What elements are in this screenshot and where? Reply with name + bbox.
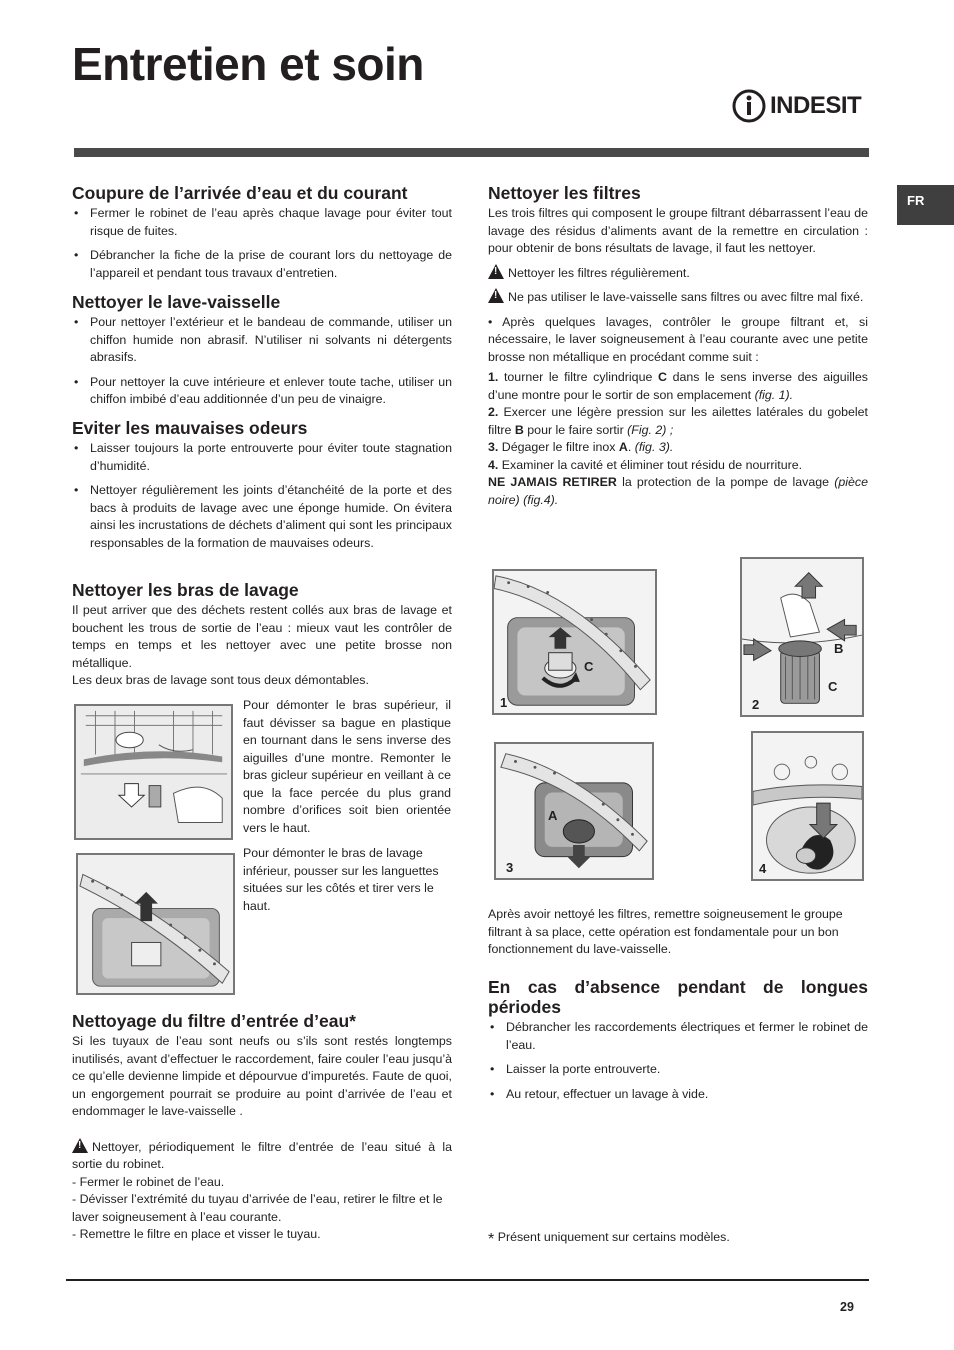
fig-ref: (fig. 1). [754,387,794,402]
section-heading: Nettoyer les bras de lavage [72,580,299,600]
step-line: - Fermer le robinet de l’eau. [72,1174,225,1189]
step-1 [488,369,868,404]
step-number: 1. [488,370,499,384]
after-filters-text [488,906,868,959]
list-item: • Pour nettoyer la cuve intérieure et enlever toute tache, utiliser un chiffon imbibé d’eau additionnée d’un peu de vinaigre. [72,374,452,409]
section-water-power-cutoff [72,183,452,289]
figure-number: 4 [759,861,767,876]
language-tab: FR [897,185,954,225]
section-heading: Coupure de l’arrivée d’eau et du courant [72,183,408,203]
upper-spray-arm-figure [74,704,233,840]
step-line: - Dévisser l’extrémité du tuyau d’arrivée de l’eau, retirer le filtre et le laver soigneusement à l’eau courante. [72,1192,443,1224]
upper-arm-text [243,697,451,837]
section-heading: En cas d’absence pendant de longues périodes [488,977,868,1017]
bold-warning: NE JAMAIS RETIRER [488,475,617,489]
page-number: 29 [840,1300,854,1314]
part-label: A [618,440,628,454]
header-divider [74,148,869,157]
list-item: • Pour nettoyer l’extérieur et le bandeau de commande, utiliser un chiffon humide non abrasif. N’utiliser ni solvants ni détergents abrasifs. [72,314,452,367]
fig-ref: (pièce noire) (fig.4). [488,475,868,507]
figure-number: 1 [500,695,508,710]
list-item: • Laisser la porte entrouverte. [488,1061,868,1079]
brand-name: INDESIT [770,92,862,119]
paragraph: Pour démonter le bras de lavage inférieur, pousser sur les languettes situées sur les côtés et tirer vers le haut. [243,846,439,913]
paragraph: Si les tuyaux de l’eau sont neufs ou s’ils sont restés longtemps inutilisés, avant d’effectuer le raccordement, faire couler l’eau jusqu’à ce qu’elle devienne limpide et dépourvue d’impuretés. Faute de quoi, un engorgement pourrait se produire au point d’arrivée de l’eau et endommager le lave-vaisselle . [72,1034,452,1118]
figure-number: 3 [506,860,514,875]
part-label: C [584,659,594,674]
section-clean-dishwasher [72,292,452,416]
part-label: A [548,808,558,823]
warning-icon [488,288,504,303]
footnote-text: Présent uniquement sur certains modèles. [497,1230,730,1244]
logo-i-icon [732,88,766,124]
part-label: C [657,370,667,384]
step-3: 3. Dégager le filtre inox A. (fig. 3). [488,440,674,454]
list-item: • Laisser toujours la porte entrouverte pour éviter toute stagnation d’humidité. [72,440,452,475]
paragraph: Les deux bras de lavage sont tous deux démontables. [72,673,369,687]
paragraph: Les trois filtres qui composent le groupe filtrant débarrassent l’eau de lavage des résidus d’aliments avant de la remettre en circulation : pour obtenir de bons résultats de lavage, il faut les nettoyer. [488,206,868,255]
paragraph: Après avoir nettoyé les filtres, remettre soigneusement le groupe filtrant à sa place, cette opération est fondamentale pour un bon fonctionnement du lave-vaisselle. [488,907,843,956]
section-long-absence [488,977,868,1110]
paragraph: Pour démonter le bras supérieur, il faut dévisser sa bague en plastique en tournant dans le sens inverse des aiguilles d’une montre. Remonter le bras gicleur supérieur en veillant à ce que la face percée du plus grand nombre d’orifices soit bien orientée vers le haut. [243,698,451,835]
step-number: 3. [488,440,499,454]
warning-text: Nettoyer, périodiquement le filtre d’entrée de l’eau situé à la sortie du robinet. [72,1139,452,1171]
list-item: • Débrancher les raccordements électriques et fermer le robinet de l’eau. [488,1019,868,1054]
warning-paragraph [488,288,868,307]
section-avoid-odours [72,418,452,559]
step-text: pour le faire sortir [527,422,624,437]
warning-text: Ne pas utiliser le lave-vaisselle sans filtres ou avec filtre mal fixé. [508,290,864,304]
lower-spray-arm-figure [76,853,235,995]
part-label: B [514,422,524,437]
figure-1 [492,569,657,715]
page-title: Entretien et soin [72,38,424,90]
step-text: Examiner la cavité et éliminer tout résidu de nourriture. [501,457,803,472]
step-text: Dégager le filtre inox [501,440,616,454]
warning-text: Nettoyer les filtres régulièrement. [508,265,690,280]
section-heading: Nettoyage du filtre d’entrée d’eau* [72,1011,356,1031]
fig-ref: (Fig. 2) ; [627,422,674,437]
section-heading: Eviter les mauvaises odeurs [72,418,308,438]
section-heading: Nettoyer le lave-vaisselle [72,292,281,312]
footnote-star: * [488,1231,495,1248]
footer-divider [66,1279,869,1281]
part-label: C [828,679,838,694]
paragraph: • Après quelques lavages, contrôler le groupe filtrant et, si nécessaire, le laver soigneusement à l’eau courante avec une petite brosse non métallique en procédant comme suit : [488,314,868,364]
part-label: B [834,641,844,656]
warning-icon [72,1138,88,1153]
list-item: • Au retour, effectuer un lavage à vide. [488,1086,868,1104]
warning-paragraph [72,1138,452,1174]
warning-text: la protection de la pompe de lavage [622,475,830,489]
step-text: Exercer une légère pression sur les ailettes latérales du gobelet filtre [488,405,869,437]
figure-number: 2 [752,697,760,712]
indesit-logo [732,86,872,126]
list-item: • Fermer le robinet de l’eau après chaque lavage pour éviter tout risque de fuites. [72,205,452,240]
warning-icon [488,264,504,279]
paragraph: Il peut arriver que des déchets restent collés aux bras de lavage et bouchent les trous de sortie de l’eau : mieux vaut les contrôler de temps en temps et les nettoyer avec une petite brosse non métallique. [72,603,452,670]
section-spray-arms [72,580,452,690]
figure-4 [751,731,864,881]
step-number: 4. [488,457,499,472]
step-4 [488,457,868,475]
figure-3 [494,742,654,880]
section-heading: Nettoyer les filtres [488,183,641,203]
lower-arm-text [243,845,451,915]
section-clean-filters [488,183,868,509]
figure-2 [740,557,864,717]
list-item: • Débrancher la fiche de la prise de courant lors du nettoyage de l’appareil et pendant tous travaux d’entretien. [72,247,452,282]
warning-paragraph [488,264,868,283]
section-water-inlet-filter [72,1011,452,1244]
footnote [488,1229,868,1249]
step-2 [488,404,868,439]
step-number: 2. [488,405,499,419]
step-text: tourner le filtre cylindrique [503,370,653,384]
pump-warning [488,474,868,509]
step-text: dans le sens inverse des aiguilles d’une montre pour le sortir de son emplacement [488,370,869,402]
fig-ref: (fig. 3). [634,440,674,454]
step-line: - Remettre le filtre en place et visser le tuyau. [72,1227,321,1241]
list-item: • Nettoyer régulièrement les joints d’étanchéité de la porte et des bacs à produits de lavage avec une éponge humide. On évitera ainsi les incrustations de déchets d’aliment qui sont les principaux responsables de la formation de mauvaises odeurs. [72,482,452,552]
